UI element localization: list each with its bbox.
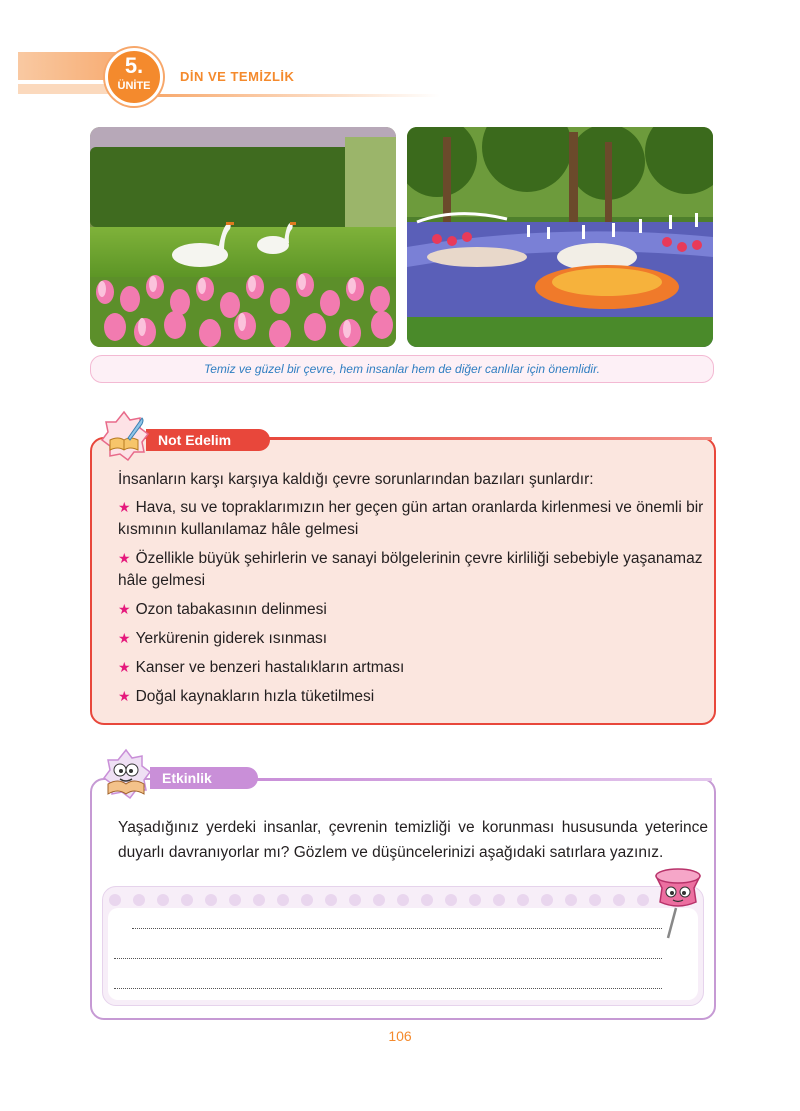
- open-book-quill-icon: [98, 410, 150, 462]
- answer-line[interactable]: [114, 988, 662, 989]
- list-item: [118, 627, 710, 650]
- swans-tulips-photo: [90, 127, 396, 347]
- notepad-page: [108, 908, 698, 1000]
- list-item-text: Doğal kaynakların hızla tüketilmesi: [135, 688, 375, 705]
- list-item: [118, 685, 710, 708]
- notepad-holes: [108, 893, 668, 907]
- list-item-text: Ozon tabakasının delinmesi: [135, 601, 327, 618]
- star-bullet-icon: ★: [118, 630, 131, 646]
- list-item: [118, 656, 710, 679]
- star-bullet-icon: ★: [118, 601, 131, 617]
- star-bullet-icon: ★: [118, 659, 131, 675]
- header-underline: [150, 94, 440, 97]
- header-band-lower: [18, 84, 118, 94]
- activity-tab: Etkinlik: [150, 767, 258, 789]
- book-character-icon: [98, 748, 154, 804]
- list-item: [118, 598, 710, 621]
- list-item: [118, 547, 710, 592]
- star-bullet-icon: ★: [118, 499, 131, 515]
- pushpin-character-icon: [646, 866, 710, 942]
- list-item-text: Özellikle büyük şehirlerin ve sanayi bölgelerinin çevre kirliliği sebebiyle yaşanamaz hâle gelmesi: [118, 550, 703, 589]
- list-item-text: Kanser ve benzeri hastalıkların artması: [135, 659, 405, 676]
- photo-caption: Temiz ve güzel bir çevre, hem insanlar hem de diğer canlılar için önemlidir.: [204, 362, 600, 376]
- activity-header-line: [252, 778, 712, 781]
- list-item-text: Yerkürenin giderek ısınması: [135, 630, 328, 647]
- unit-title: DİN VE TEMİZLİK: [180, 69, 295, 84]
- answer-line[interactable]: [132, 928, 662, 929]
- star-bullet-icon: ★: [118, 688, 131, 704]
- answer-line[interactable]: [114, 958, 662, 959]
- environment-problems-list: [118, 496, 710, 714]
- note-tab: Not Edelim: [146, 429, 270, 451]
- activity-prompt: Yaşadığınız yerdeki insanlar, çevrenin temizliği ve korunması hususunda yeterince duyarlı davranıyorlar mı? Gözlem ve düşüncelerinizi aşağıdaki satırlara yazınız.: [118, 819, 708, 861]
- unit-badge: [105, 48, 163, 106]
- unit-number: 5.: [124, 53, 144, 78]
- note-header-line: [262, 437, 712, 440]
- list-item-text: Hava, su ve topraklarımızın her geçen gün artan oranlarda kirlenmesi ve önemli bir kısmının kullanılamaz hâle gelmesi: [118, 499, 704, 538]
- park-flowerbed-photo: [407, 127, 713, 347]
- note-intro: İnsanların karşı karşıya kaldığı çevre sorunlarından bazıları şunlardır:: [118, 471, 594, 488]
- list-item: [118, 496, 710, 541]
- unit-label: ÜNİTE: [117, 80, 151, 92]
- star-bullet-icon: ★: [118, 550, 131, 566]
- photo-caption-box: [90, 355, 714, 383]
- page-number: 106: [388, 1028, 412, 1044]
